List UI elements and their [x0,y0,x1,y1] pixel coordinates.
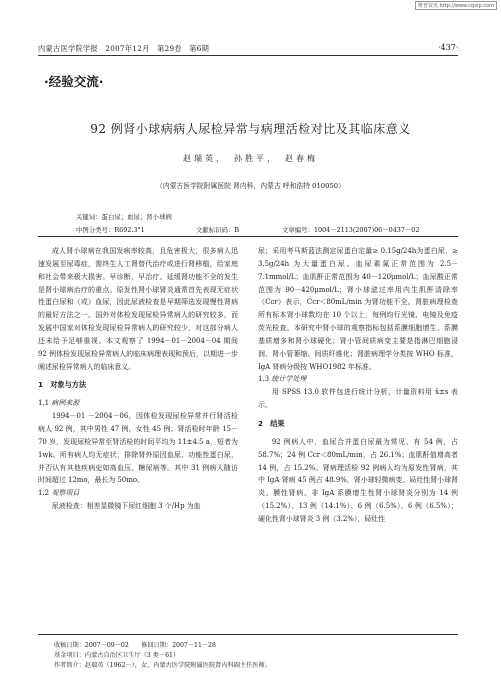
heading-methods: 1 对象与方法 [38,380,87,390]
criteria-paragraph: 尿；采用考马斯蓝法测定尿蛋白定量≥ 0.15g/24h为蛋白尿，≥ 3.5g/24h 为大量蛋白尿。血尿素氮正常范围为 2.5－7.1mmol/L；血肌酐正常范围为 40－120μmol/L；血尿酸正常范围为 90－420μmol/L；肾小球滤过率用内生肌酐清除率（Ccr）表示，Ccr＜80mL/min 为肾功能不全。肾脏病理检查所有标本肾小球数均在 10 个以上，每例均行光镜、电镜及免疫荧光检查。本研究中肾小球的观察指标包括系膜细胞增生、系膜基质增多和肾小球硬化；肾小管间质病变主要是指淋巴细胞浸润、肾小管萎缩、间质纤维化；肾脏病理学分类按 WHO 标准，IgA 肾病分级按 WHO1982 年标准。 [258,247,458,371]
left-column [38,245,238,513]
case-source-paragraph: 1994－01 －2004－06，因体检发现尿检异常并行肾活检病人 92 例，其中男性 47 例，女性 45 例；肾活检时年龄 15－70 岁，发现尿检异常至肾活检的时间平均为 11±4.5 a，短者为 1wk。所有病人均无症状，排除肾外原因血尿、功能性蛋白尿，并否认有其他疾病史如高血压、糖尿病等。其中 31 例病人随访时间超过 12mo，最长为 50mo。 [38,412,238,485]
heading-observation [38,487,238,500]
heading-number: 1.2 [38,489,50,498]
heading-statistics [258,373,458,386]
header-rule [38,55,458,56]
right-column [258,245,458,526]
source-watermark: 维普资讯 http://www.cqvip.com [415,1,497,10]
article-title: 92 例肾小球病病人尿检异常与病理活检对比及其临床意义 [90,122,411,136]
heading-text: 统计学处理 [271,375,307,384]
heading-number: 1.1 [38,399,50,408]
running-header: 内蒙古医学院学报 2007年12月 第29卷 第6期 [38,44,210,53]
observation-paragraph: 尿液检查：相差显微镜下尿红细胞 3 个/Hp 为血 [51,502,201,511]
heading-text: 病例来源 [51,399,80,408]
document-code: 文献标识码：B [196,226,240,234]
footnote-rule [38,634,458,635]
heading-case-source [38,397,238,410]
heading-number: 1.3 [258,375,270,384]
article-authors: 赵瑞英， 孙胜平， 赵春梅 [183,154,318,163]
author-bio: 作者简介：赵瑞英（1962－），女，内蒙古医学院附属医院肾内科副主任医师。 [54,662,271,669]
fund-note: 基金项目：内蒙古自治区卫生厅（3 类－61） [54,652,180,659]
keywords: 关键词：蛋白尿；血尿；肾小球病 [76,213,172,221]
page-number: ·437· [438,43,459,52]
clc-number: 中图分类号：R692.3°1 [76,226,145,234]
article-number: 文章编号：1004－2113(2007)06－0437－02 [282,226,420,234]
heading-results: 2 结果 [258,418,285,428]
intro-paragraph: 成人肾小球病在我国发病率较高，且危害极大，很多病人迅速发展至尿毒症，需终生人工肾替代治疗或进行肾移植，给家庭和社会带来极大损害。早诊断、早治疗、延缓肾功能不全的发生是肾小球病治疗的重点。原发性肾小球肾炎通常首先表现无症状性蛋白尿和（或）血尿，因此尿液检查是早期筛选发现慢性肾病的最好方法之一。国外对体检发现尿检异常病人的研究较多，而发展中国家对体检发现尿检异常病人的研究较少，对这部分病人还未给予足够重视。本文观察了 1994－01－2004－04 期间 92 例体检发现尿检异常病人的临床病理表现和预后，以期进一步阐述尿检异常病人的临床意义。 [38,247,238,371]
abstract-rule [38,236,458,237]
section-heading: ·经验交流· [44,74,104,89]
author-affiliation: （内蒙古医学院附属医院 肾内科，内蒙古 呼和浩特 010050） [156,182,345,190]
heading-text: 观察项目 [51,489,80,498]
results-paragraph: 92 例病人中，血尿合并蛋白尿最为常见，有 54 例，占 58.7%；24 例 Ccr＜80mL/min，占 26.1%；血肌酐值增高者 14 例，占 15.2%。肾病理活检 92 例病人均为原发性肾病，其中 IgA 肾病 45 例占 48.9%，肾小球轻微病变、局灶性肾小球肾炎、膜性肾病、非 IgA 系膜增生性肾小球肾炎分别为 14 例（15.2%）、13 例（14.1%）、6 例（6.5%）、6 例（6.5%）；硬化性肾小球肾炎 3 例（3.2%），局灶性 [258,437,458,523]
statistics-paragraph: 用 SPSS 13.0 软件包进行统计分析，计量资料用 x̄±s 表示。 [258,388,458,410]
received-date: 收稿日期：2007－09－02 修回日期：2007－11－28 [54,642,216,649]
